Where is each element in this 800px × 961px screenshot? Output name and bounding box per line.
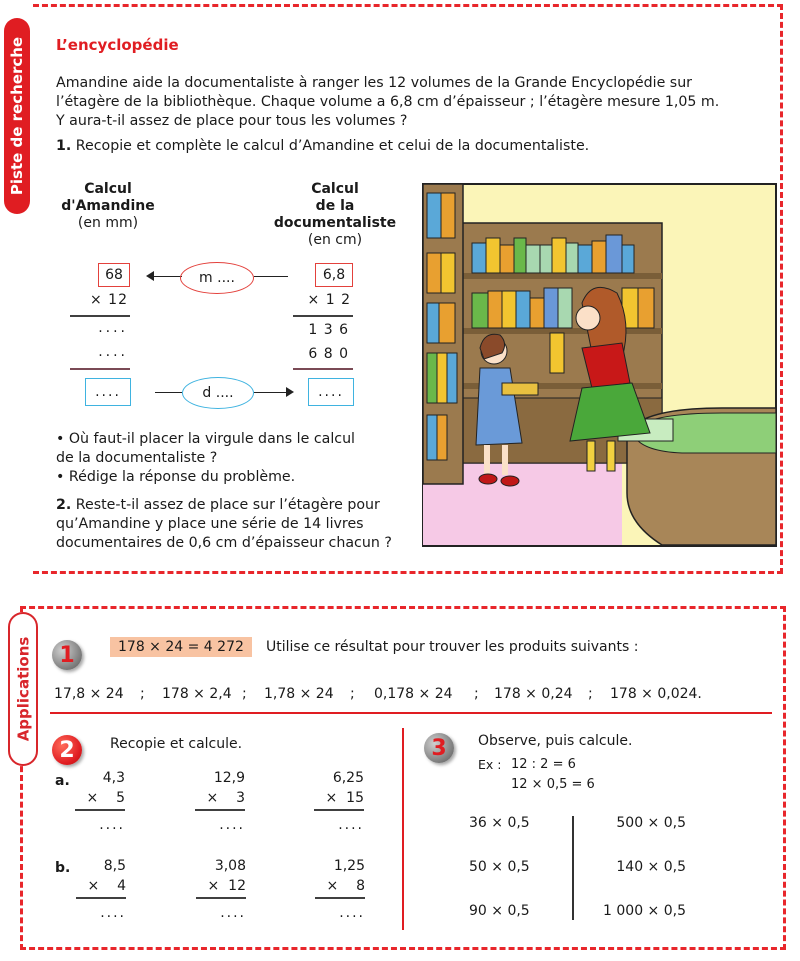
multiplication-item: 4,3 × 5 ....	[75, 768, 125, 833]
answer-field[interactable]: ....	[219, 816, 245, 833]
library-illustration-svg	[422, 183, 777, 547]
library-illustration	[422, 183, 777, 547]
rule	[196, 897, 246, 899]
oval-multiply[interactable]: m ....	[180, 262, 254, 294]
answer-field[interactable]: ....	[220, 904, 246, 921]
rule	[75, 809, 125, 811]
separator: ;	[588, 686, 593, 702]
bullet-questions: • Où faut-il placer la virgule dans le calcul de la documentaliste ? • Rédige la réponse du problème.	[56, 431, 356, 485]
example-label: Ex :	[478, 757, 502, 772]
answer-field[interactable]: ....	[100, 904, 126, 921]
separator: ;	[350, 686, 355, 702]
row-label-b: b.	[55, 860, 71, 876]
product-item: 178 × 2,4	[162, 686, 232, 702]
answer-field[interactable]: ....	[99, 816, 125, 833]
calc-right-2: 140 × 0,5	[616, 859, 686, 875]
question-1: 1. Recopie et complète le calcul d’Amandine et celui de la documentaliste.	[56, 138, 590, 154]
right-top-value: 6,8	[315, 263, 353, 287]
tab-applications: Applications	[8, 612, 38, 766]
arrow-right-icon	[286, 387, 294, 397]
rule	[76, 897, 126, 899]
right-rule	[293, 315, 353, 317]
right-partial-2: 6 8 0	[308, 346, 349, 362]
left-calc-heading: Calcul d'Amandine (en mm)	[61, 181, 155, 231]
left-partial-1[interactable]: ....	[98, 320, 128, 336]
row-label-a: a.	[55, 773, 70, 789]
exercise-2-badge: 2	[52, 735, 82, 765]
intro-text: Amandine aide la documentaliste à ranger les 12 volumes de la Grande Encyclopédie sur l’étagère de la bibliothèque. Chaque volume a 6,8 cm d’épaisseur ; l’étagère mesure 1,05 m. Y aura-t-il assez de place pour tous les volumes ?	[56, 75, 720, 129]
exercise-2-instruction: Recopie et calcule.	[110, 736, 243, 752]
multiplication-item: 8,5 × 4 ....	[76, 856, 126, 921]
exercise-3-badge: 3	[424, 733, 454, 763]
separator: ;	[140, 686, 145, 702]
given-product: 178 × 24 = 4 272	[110, 637, 252, 657]
arrow-right-tail	[155, 392, 182, 393]
product-item: 0,178 × 24	[374, 686, 453, 702]
calc-right-3: 1 000 × 0,5	[603, 903, 686, 919]
exercise-title: L’encyclopédie	[56, 36, 179, 54]
exercise-1-instruction: Utilise ce résultat pour trouver les produits suivants :	[266, 639, 639, 655]
right-result-box[interactable]: ....	[308, 378, 354, 406]
answer-field[interactable]: ....	[339, 904, 365, 921]
left-rule-2	[70, 368, 130, 370]
column-divider	[572, 816, 574, 920]
multiplication-item: 6,25 × 15 ....	[314, 768, 364, 833]
tab-piste-de-recherche: Piste de recherche	[4, 18, 30, 214]
exercise-3-instruction: Observe, puis calcule.	[478, 733, 633, 749]
oval-divide[interactable]: d ....	[182, 377, 254, 409]
separator: ;	[474, 686, 479, 702]
rule	[315, 897, 365, 899]
product-item: 1,78 × 24	[264, 686, 334, 702]
separator: ;	[242, 686, 247, 702]
rule	[314, 809, 364, 811]
arrow-left-line	[152, 276, 182, 277]
arrow-left-tail	[254, 276, 288, 277]
product-item: 178 × 0,024.	[610, 686, 702, 702]
left-top-value: 68	[98, 263, 130, 287]
multiplication-item: 12,9 × 3 ....	[195, 768, 245, 833]
divider-vertical	[402, 728, 404, 930]
left-result-box[interactable]: ....	[85, 378, 131, 406]
right-rule-2	[293, 368, 353, 370]
arrow-left-icon	[146, 271, 154, 281]
right-calc-heading: Calcul de la documentaliste (en cm)	[273, 181, 397, 248]
left-partial-2[interactable]: ....	[98, 344, 128, 360]
products-list	[54, 686, 702, 702]
rule	[195, 809, 245, 811]
exercise-1-badge: 1	[52, 640, 82, 670]
multiplication-item: 1,25 × 8 ....	[315, 856, 365, 921]
answer-field[interactable]: ....	[338, 816, 364, 833]
right-multiplier: × 1 2	[307, 292, 351, 308]
left-rule	[70, 315, 130, 317]
example-lines: 12 : 2 = 6 12 × 0,5 = 6	[511, 757, 595, 792]
left-multiplier: × 12	[90, 292, 128, 308]
product-item: 17,8 × 24	[54, 686, 124, 702]
calc-left-3: 90 × 0,5	[469, 903, 530, 919]
divider-horizontal	[50, 712, 772, 714]
question-2: 2. Reste-t-il assez de place sur l’étagère pour qu’Amandine y place une série de 14 livres documentaires de 0,6 cm d’épaisseur chacun ?	[56, 497, 392, 551]
product-item: 178 × 0,24	[494, 686, 573, 702]
calc-right-1: 500 × 0,5	[616, 815, 686, 831]
multiplication-item: 3,08 × 12 ....	[196, 856, 246, 921]
calc-left-1: 36 × 0,5	[469, 815, 530, 831]
calc-left-2: 50 × 0,5	[469, 859, 530, 875]
arrow-right-line	[254, 392, 286, 393]
right-partial-1: 1 3 6	[308, 322, 349, 338]
